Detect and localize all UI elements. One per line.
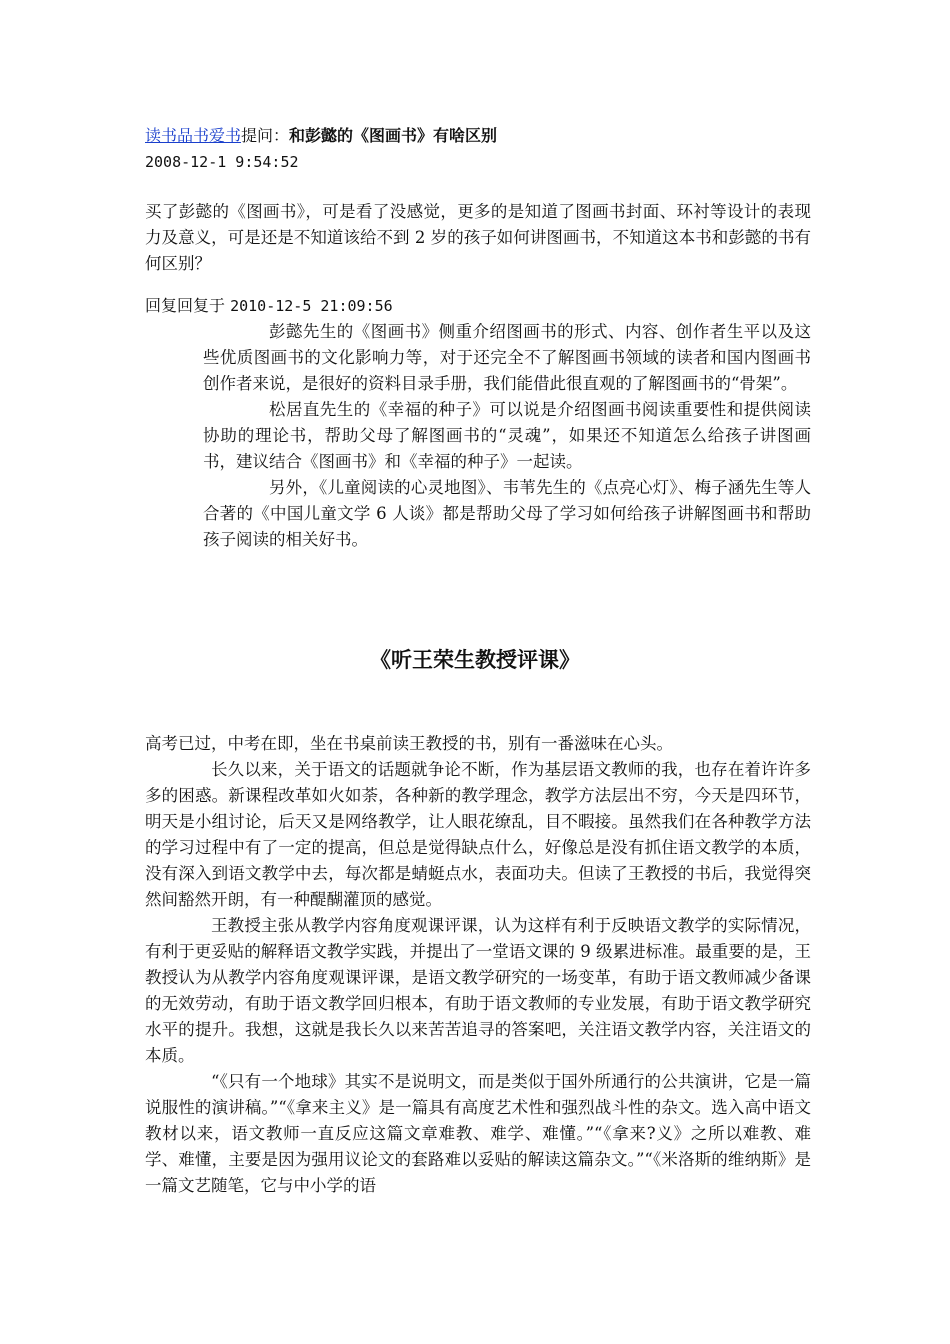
question-timestamp: 2008-12-1 9:54:52: [145, 153, 299, 171]
essay-paragraph: 王教授主张从教学内容角度观课评课，认为这样有利于反映语文教学的实际情况，有利于更妥贴的解释语文教学实践，并提出了一堂语文课的 9 级累进标准。最重要的是，王教授认为从教学内容角度观课评课，是语文教学研究的一场变革，有助于语文教师减少备课的无效劳动，有助于语文教学回归根本，有助于语文教师的专业发展，有助于语文教学研究水平的提升。我想，这就是我长久以来苦苦追寻的答案吧，关注语文教学内容，关注语文的本质。: [145, 916, 811, 1065]
essay-title: 《听王荣生教授评课》: [370, 647, 580, 672]
essay-paragraph: 高考已过，中考在即，坐在书桌前读王教授的书，别有一番滋味在心头。: [145, 734, 673, 753]
reply-body: [203, 319, 811, 553]
essay-body: [145, 731, 811, 1199]
essay-paragraph: “《只有一个地球》其实不是说明文，而是类似于国外所通行的公共演讲，它是一篇说服性的演讲稿。”“《拿来主义》是一篇具有高度艺术性和强烈战斗性的杂文。选入高中语文教材以来，语文教师一直反应这篇文章难教、难学、难懂。”“《拿来?义》之所以难教、难学、难懂，主要是因为强用议论文的套路难以妥贴的解读这篇杂文。”“《米洛斯的维纳斯》是一篇文艺随笔，它与中小学的语: [145, 1072, 811, 1195]
ask-label: 提问：: [241, 126, 290, 145]
reply-paragraph: 另外，《儿童阅读的心灵地图》、韦苇先生的《点亮心灯》、梅子涵先生等人合著的《中国儿童文学 6 人谈》都是帮助父母了学习如何给孩子讲解图画书和帮助孩子阅读的相关好书。: [203, 478, 811, 549]
question-body: 买了彭懿的《图画书》，可是看了没感觉，更多的是知道了图画书封面、环衬等设计的表现力及意义，可是还是不知道该给不到 2 岁的孩子如何讲图画书，不知道这本书和彭懿的书有何区别？: [145, 202, 811, 273]
question-header: [145, 124, 497, 148]
author-link[interactable]: 读书品书爱书: [145, 126, 242, 145]
reply-paragraph: 彭懿先生的《图画书》侧重介绍图画书的形式、内容、创作者生平以及这些优质图画书的文化影响力等，对于还完全不了解图画书领域的读者和国内图画书创作者来说，是很好的资料目录手册，我们能借此很直观的了解图画书的“骨架”。: [203, 322, 811, 393]
reply-paragraph: 松居直先生的《幸福的种子》可以说是介绍图画书阅读重要性和提供阅读协助的理论书，帮助父母了解图画书的“灵魂”，如果还不知道怎么给孩子讲图画书，建议结合《图画书》和《幸福的种子》一起读。: [203, 400, 811, 471]
reply-label: 回复回复于: [145, 296, 231, 315]
reply-timestamp: 2010-12-5 21:09:56: [230, 297, 393, 315]
essay-paragraph: 长久以来，关于语文的话题就争论不断，作为基层语文教师的我，也存在着许许多多的困惑。新课程改革如火如荼，各种新的教学理念，教学方法层出不穷，今天是四环节，明天是小组讨论，后天又是网络教学，让人眼花缭乱，目不暇接。虽然我们在各种教学方法的学习过程中有了一定的提高，但总是觉得缺点什么，好像总是没有抓住语文教学的本质，没有深入到语文教学中去，每次都是蜻蜓点水，表面功夫。但读了王教授的书后，我觉得突然间豁然开朗，有一种醍醐灌顶的感觉。: [145, 760, 811, 909]
question-title: 和彭懿的《图画书》有啥区别: [289, 126, 498, 145]
reply-header: [145, 294, 393, 318]
